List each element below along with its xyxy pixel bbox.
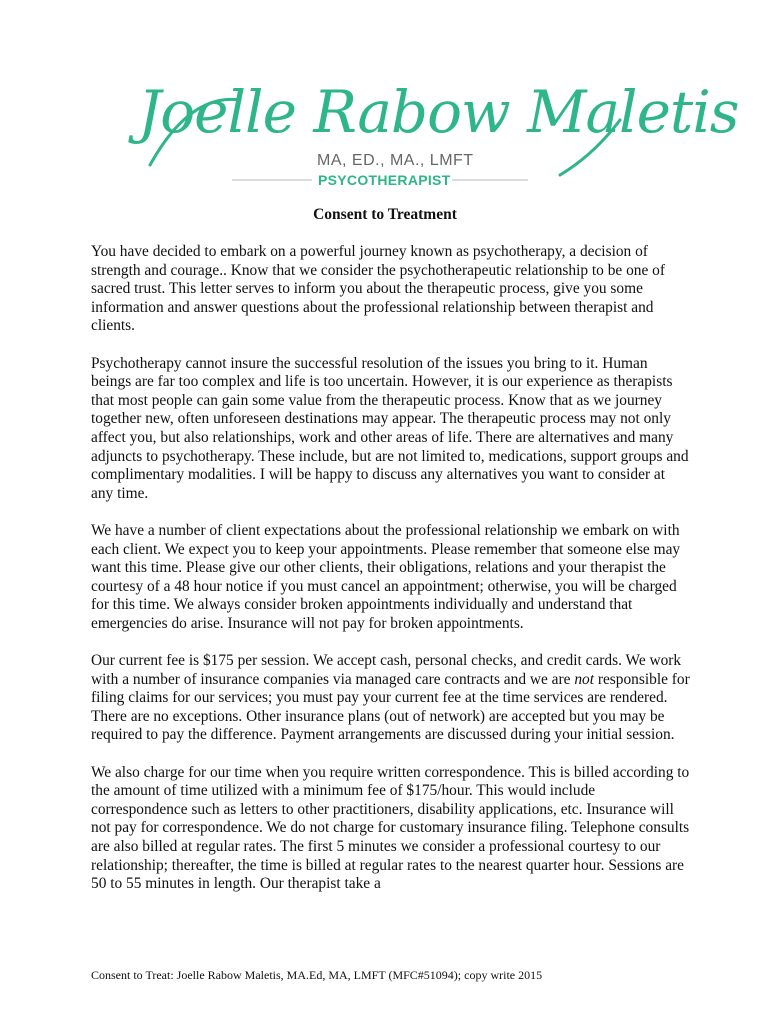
fee-text-after: responsible for filing claims for our services; you must pay your current fee at the time services are rendered. There are no exceptions. Other insurance plans (out of network) are accepted but you may be required to pay the difference. Payment arrangements are discussed during your initial session. (91, 670, 690, 744)
paragraph-correspondence-billing: We also charge for our time when you require written correspondence. This is billed according to the amount of time utilized with a minimum fee of $175/hour. This would include correspondence such as letters to other practitioners, disability applications, etc. Insurance will not pay for correspondence. We do not charge for customary insurance filing. Telephone consults are also billed at regular rates. The first 5 minutes we consider a professional courtesy to our relationship; thereafter, the time is billed at regular rates to the nearest quarter hour. Sessions are 50 to 55 minutes in length. Our therapist take a (91, 763, 690, 893)
paragraph-client-expectations: We have a number of client expectations about the professional relationship we embark on with each client. We expect you to keep your appointments. Please remember that someone else may want this time. Please give our other clients, their obligations, relations and your therapist the courtesy of a 48 hour notice if you must cancel an appointment; otherwise, you will be charged for this time. We always consider broken appointments individually and understand that emergencies do arise. Insurance will not pay for broken appointments. (91, 521, 681, 632)
page-footer: Consent to Treat: Joelle Rabow Maletis, MA.Ed, MA, LMFT (MFC#51094); copy write 2015 (91, 968, 543, 982)
document-title: Consent to Treatment (313, 206, 457, 223)
fee-text-emphasis: not (574, 670, 594, 688)
paragraph-introduction: You have decided to embark on a powerful journey known as psychotherapy, a decision of strength and courage.. Know that we consider the psychotherapeutic relationship to be one of sacred trust. This letter serves to inform you about the therapeutic process, give you some information and answer questions about the professional relationship between therapist and clients. (91, 243, 665, 335)
paragraph-fees (91, 652, 691, 745)
document-body (91, 243, 691, 912)
logo-profession: PSYCOTHERAPIST (318, 172, 451, 188)
fee-text-before: Our current fee is $175 per session. We accept cash, personal checks, and credit cards. We work with a number of insurance companies via managed care contracts and we are (91, 652, 682, 688)
paragraph-psychotherapy-outcomes: Psychotherapy cannot insure the successful resolution of the issues you bring to it. Human beings are far too complex and life is too uncertain. However, it is our experience as therapists that most people can gain some value from the therapeutic process. Know that as we journey together new, often unforeseen destinations may appear. The therapeutic process may not only affect you, but also relationships, work and other areas of life. There are alternatives and many adjuncts to psychotherapy. These include, but are not limited to, medications, support groups and complimentary modalities. I will be happy to discuss any alternatives you want to consider at any time. (91, 354, 689, 502)
logo-credentials: MA, ED., MA., LMFT (317, 152, 474, 169)
logo-name: Joelle Rabow Maletis (138, 78, 739, 146)
letterhead-logo (0, 0, 770, 200)
